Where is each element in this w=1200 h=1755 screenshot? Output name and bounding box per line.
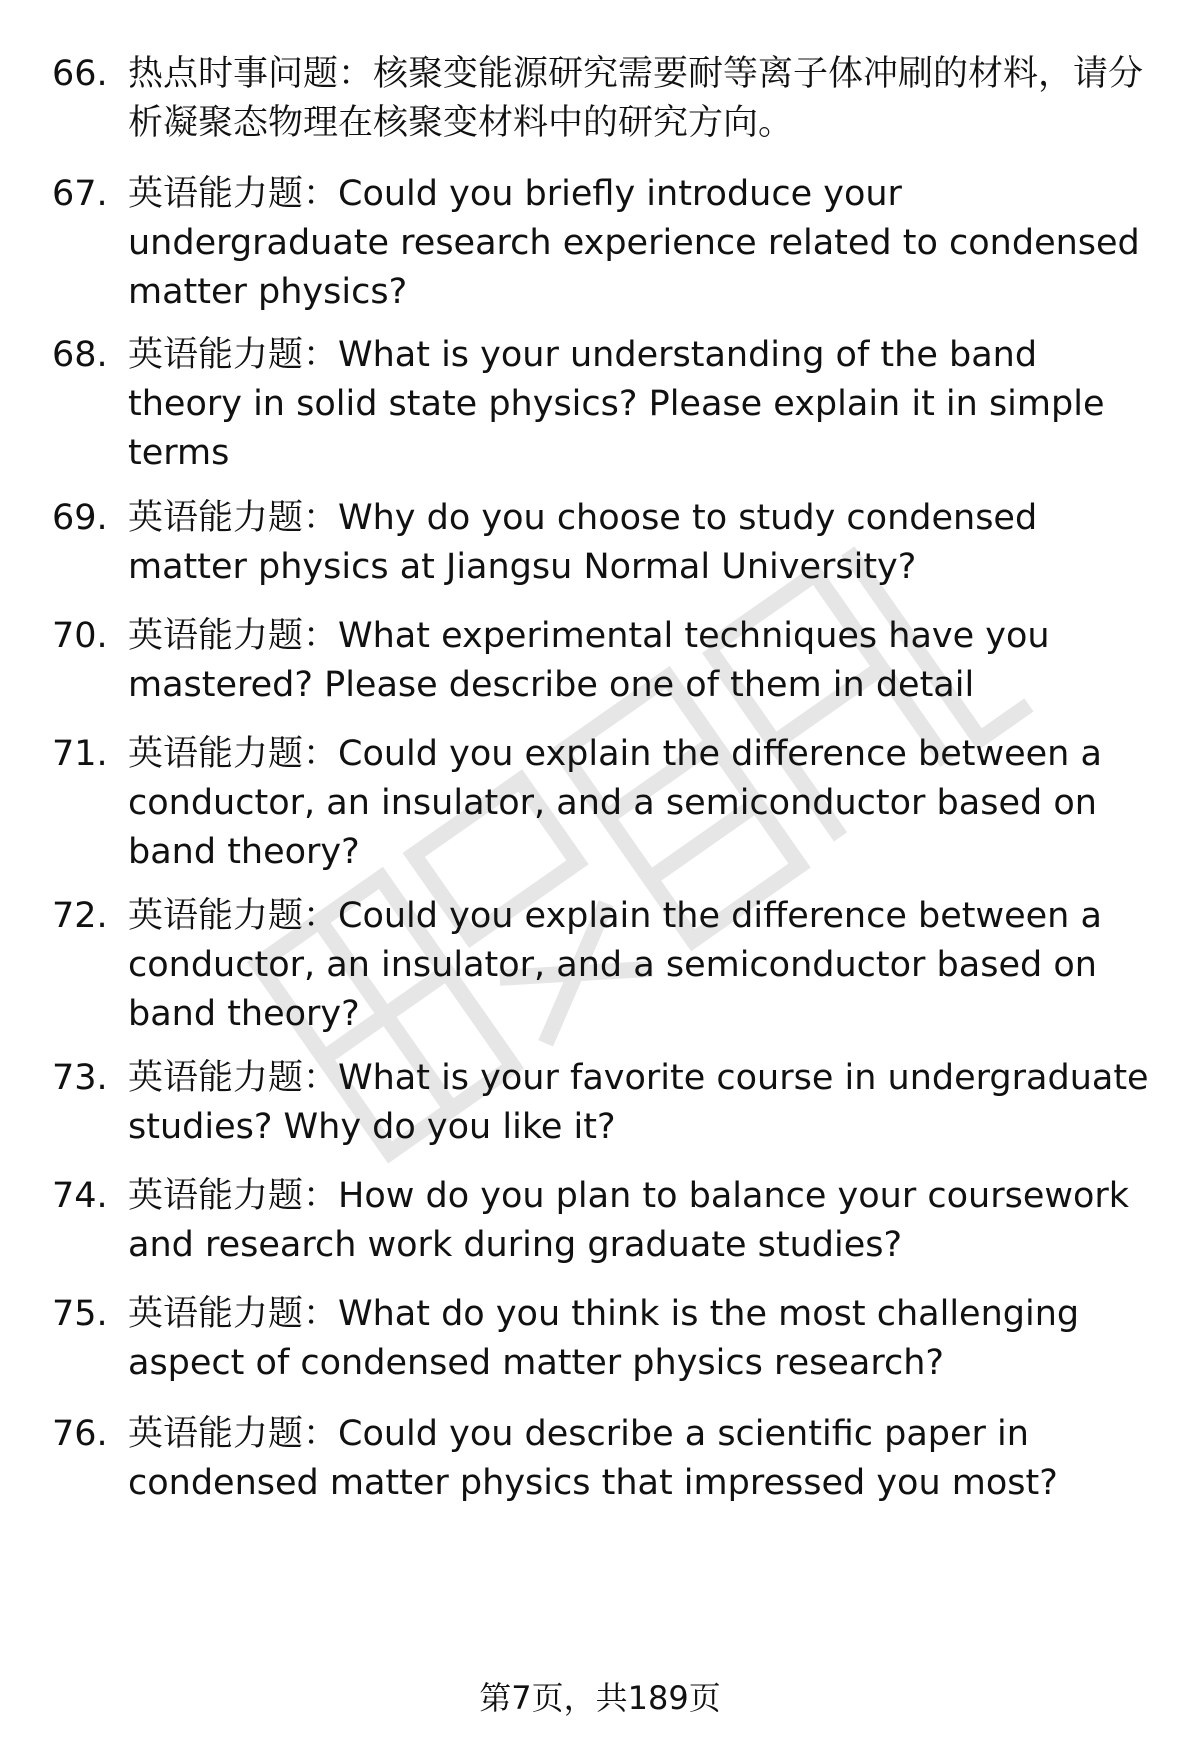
- page-number: 第7页，共189页: [479, 1679, 721, 1717]
- question-text: 英语能力题：Could you briefly introduce your undergraduate research experience related to condensed matter physics?: [128, 174, 1140, 312]
- question-text: 英语能力题：What do you think is the most challenging aspect of condensed matter physics research?: [128, 1294, 1080, 1383]
- question-text: 热点时事问题：核聚变能源研究需要耐等离子体冲刷的材料，请分析凝聚态物理在核聚变材料中的研究方向。: [128, 54, 1144, 143]
- question-number: 75.: [52, 1294, 108, 1334]
- question-text: 英语能力题：Could you explain the difference between a conductor, an insulator, and a semiconductor based on band theory?: [128, 896, 1102, 1034]
- question-number: 70.: [52, 616, 108, 656]
- question-number: 74.: [52, 1176, 108, 1216]
- question-text: 英语能力题：Could you describe a scientific paper in condensed matter physics that impressed you most?: [128, 1414, 1058, 1503]
- question-number: 73.: [52, 1058, 108, 1098]
- question-number: 66.: [52, 54, 108, 94]
- question-number: 76.: [52, 1414, 108, 1454]
- question-text: 英语能力题：Why do you choose to study condensed matter physics at Jiangsu Normal University?: [128, 498, 1038, 587]
- question-number: 71.: [52, 734, 108, 774]
- question-number: 68.: [52, 335, 108, 375]
- question-number: 72.: [52, 896, 108, 936]
- question-number: 67.: [52, 174, 108, 214]
- question-text: 英语能力题：What is your understanding of the band theory in solid state physics? Please explain it in simple terms: [128, 335, 1105, 473]
- question-text: 英语能力题：Could you explain the difference between a conductor, an insulator, and a semiconductor based on band theory?: [128, 734, 1102, 872]
- question-text: 英语能力题：What experimental techniques have you mastered? Please describe one of them in detail: [128, 616, 1050, 705]
- question-text: 英语能力题：How do you plan to balance your coursework and research work during graduate studies?: [128, 1176, 1130, 1265]
- question-number: 69.: [52, 498, 108, 538]
- question-text: 英语能力题：What is your favorite course in undergraduate studies? Why do you like it?: [128, 1058, 1149, 1147]
